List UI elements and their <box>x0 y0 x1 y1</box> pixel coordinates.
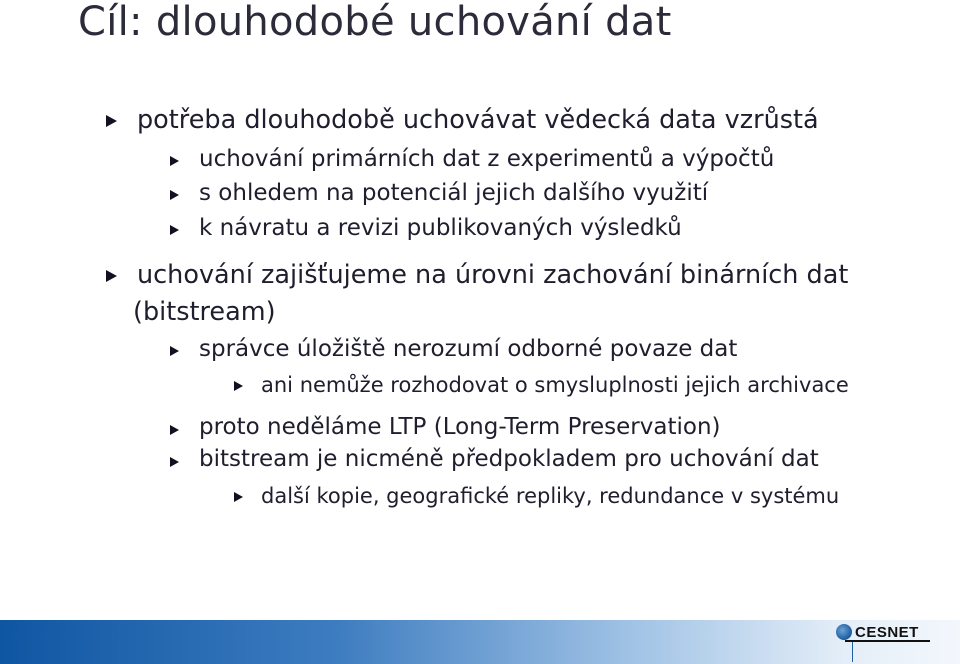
list-item-level3: další kopie, geografické repliky, redundance v systému <box>261 484 840 508</box>
bullet-icon <box>170 225 179 235</box>
bullet-icon <box>170 457 179 467</box>
cesnet-logo-icon <box>836 624 852 640</box>
bullet-icon <box>234 381 243 391</box>
logo-underline <box>845 640 930 642</box>
bullet-icon <box>170 425 179 435</box>
list-item-level2: bitstream je nicméně předpokladem pro uchování dat <box>199 446 819 472</box>
footer-bar <box>0 620 960 664</box>
slide-title: Cíl: dlouhodobé uchování dat <box>78 0 672 45</box>
bullet-icon <box>170 190 179 200</box>
list-item-level2: proto neděláme LTP (Long-Term Preservation) <box>199 414 721 440</box>
list-item-level2: s ohledem na potenciál jejich dalšího využití <box>199 180 709 206</box>
list-item-level2: správce úložiště nerozumí odborné povaze dat <box>199 336 738 362</box>
bullet-icon <box>234 492 243 502</box>
bullet-icon <box>170 346 179 356</box>
bullet-icon <box>106 115 117 127</box>
logo-divider <box>852 642 853 662</box>
list-item-level2: uchování primárních dat z experimentů a výpočtů <box>199 146 775 172</box>
list-item-continuation: (bitstream) <box>133 297 276 327</box>
logo-text: CESNET <box>855 623 919 641</box>
list-item-level3: ani nemůže rozhodovat o smysluplnosti jejich archivace <box>261 373 849 397</box>
bullet-icon <box>170 156 179 166</box>
bullet-icon <box>106 270 117 282</box>
list-item-level1: potřeba dlouhodobě uchovávat vědecká data vzrůstá <box>137 105 819 135</box>
list-item-level1: uchování zajišťujeme na úrovni zachování binárních dat <box>137 260 849 290</box>
list-item-level2: k návratu a revizi publikovaných výsledků <box>199 215 682 241</box>
